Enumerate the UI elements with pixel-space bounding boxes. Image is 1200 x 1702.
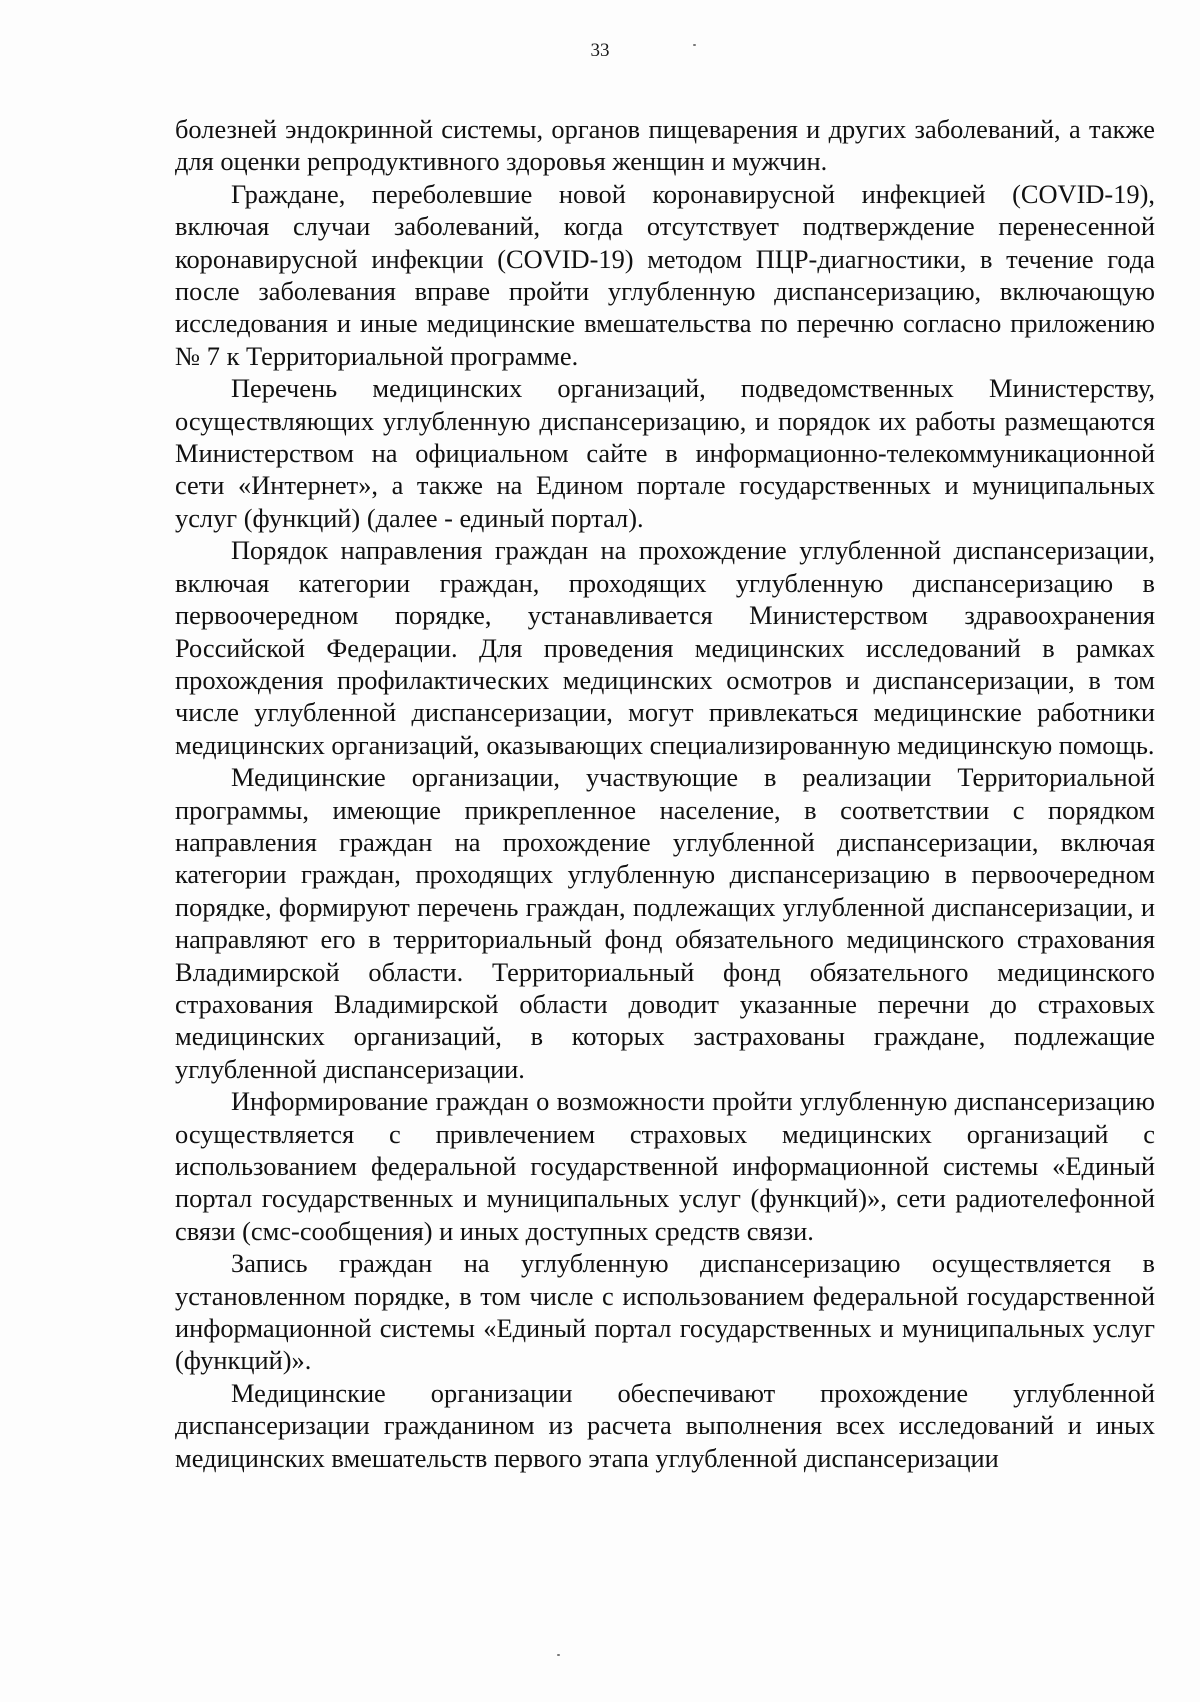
paragraph: Перечень медицинских организаций, подведомственных Министерству, осуществляющих углубленную диспансеризацию, и порядок их работы размещаются Министерством на официальном сайте в информационно-телекоммуникационной сети «Интернет», а также на Едином портале государственных и муниципальных услуг (функций) (далее - единый портал). bbox=[175, 373, 1155, 533]
paragraph: Запись граждан на углубленную диспансеризацию осуществляется в установленном порядке, в том числе с использованием федеральной государственной информационной системы «Единый портал государственных и муниципальных услуг (функций)». bbox=[175, 1248, 1155, 1376]
paragraph: Граждане, переболевшие новой коронавирусной инфекцией (COVID-19), включая случаи заболеваний, когда отсутствует подтверждение перенесенной коронавирусной инфекции (COVID-19) методом ПЦР-диагностики, в течение года после заболевания вправе пройти углубленную диспансеризацию, включающую исследования и иные медицинские вмешательства по перечню согласно приложению № 7 к Территориальной программе. bbox=[175, 178, 1155, 371]
document-body bbox=[175, 113, 1155, 1474]
paragraph: Порядок направления граждан на прохождение углубленной диспансеризации, включая категории граждан, проходящих углубленную диспансеризацию в первоочередном порядке, устанавливается Министерством здравоохранения Российской Федерации. Для проведения медицинских исследований в рамках прохождения профилактических медицинских осмотров и диспансеризации, в том числе углубленной диспансеризации, могут привлекаться медицинские работники медицинских организаций, оказывающих специализированную медицинскую помощь. bbox=[175, 535, 1155, 760]
paragraph: Медицинские организации обеспечивают прохождение углубленной диспансеризации гражданином из расчета выполнения всех исследований и иных медицинских вмешательств первого этапа углубленной диспансеризации bbox=[175, 1377, 1155, 1473]
paragraph-continuation: болезней эндокринной системы, органов пищеварения и других заболеваний, а также для оценки репродуктивного здоровья женщин и мужчин. bbox=[175, 114, 1155, 177]
paragraph: Информирование граждан о возможности пройти углубленную диспансеризацию осуществляется с привлечением страховых медицинских организаций с использованием федеральной государственной информационной системы «Единый портал государственных и муниципальных услуг (функций)», сети радиотелефонной связи (смс-сообщения) и иных доступных средств связи. bbox=[175, 1086, 1155, 1246]
scan-speck bbox=[557, 1654, 560, 1656]
scan-speck bbox=[693, 44, 696, 46]
page-number: 33 bbox=[590, 40, 610, 61]
paragraph: Медицинские организации, участвующие в реализации Территориальной программы, имеющие прикрепленное население, в соответствии с порядком направления граждан на прохождение углубленной диспансеризации, включая категории граждан, проходящих углубленную диспансеризацию в первоочередном порядке, формируют перечень граждан, подлежащих углубленной диспансеризации, и направляют его в территориальный фонд обязательного медицинского страхования Владимирской области. Территориальный фонд обязательного медицинского страхования Владимирской области доводит указанные перечни до страховых медицинских организаций, в которых застрахованы граждане, подлежащие углубленной диспансеризации. bbox=[175, 762, 1155, 1084]
